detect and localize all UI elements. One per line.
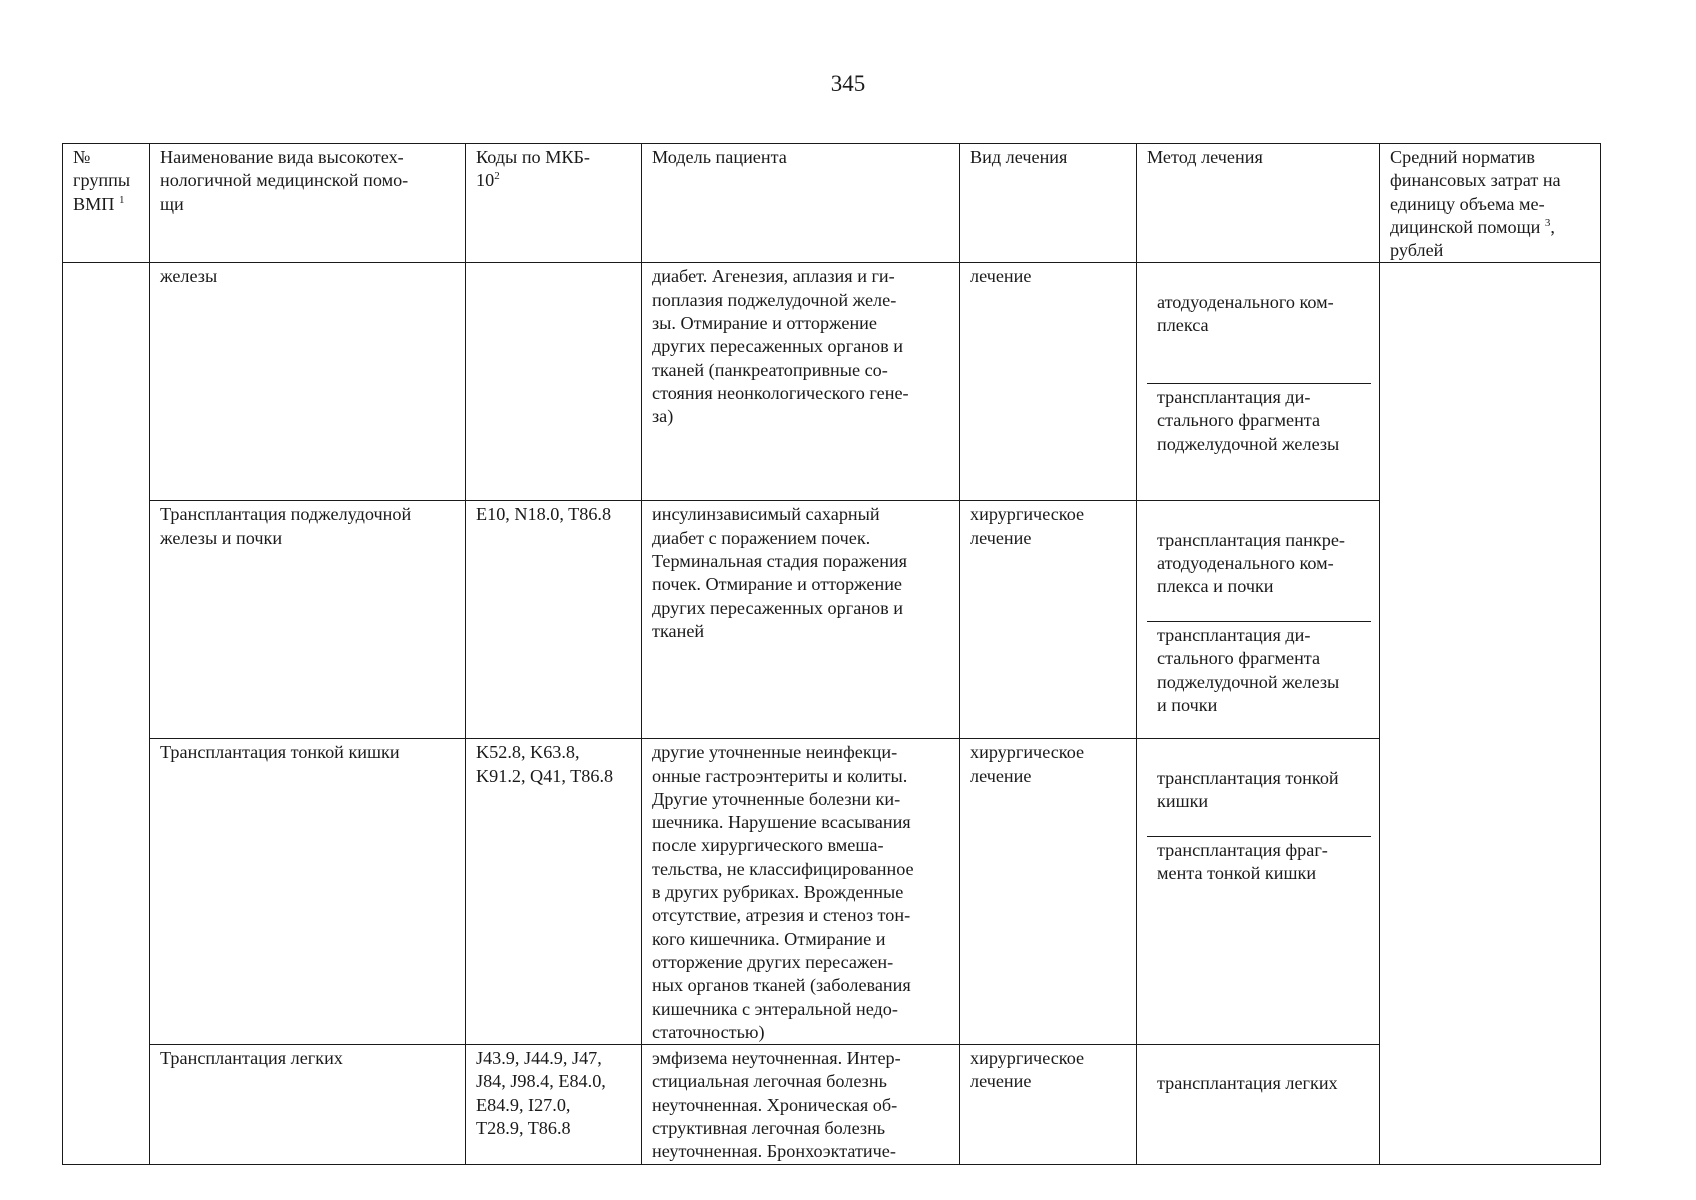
- treatment-method-item: трансплантация тонкой кишки: [1157, 767, 1339, 811]
- treatment-method-item: атодуоденального ком- плекса: [1157, 291, 1334, 336]
- patient-model-cell: другие уточненные неинфекци- онные гастроэнтериты и колиты. Другие уточненные болезни ки- шечника. Нарушение всасывания после хирургического вмеша- тельства, не классифицированное в других рубриках. Врожденные отсутствие, атрезия и стеноз тон- кого кишечника. Отмирание и отторжение других пересажен- ных органов тканей (заболевания кишечника с энтеральной недо- статочностью): [642, 739, 960, 1045]
- table-row: [63, 501, 1601, 739]
- footnote-marker: 3: [1544, 216, 1551, 229]
- icd-codes-cell: J43.9, J44.9, J47, J84, J98.4, E84.0, E84.9, I27.0, T28.9, T86.8: [466, 1045, 642, 1164]
- table-row: [63, 1045, 1601, 1164]
- header-average-cost-text: Средний норматив финансовых затрат на единицу объема ме- дицинской помощи: [1390, 147, 1561, 237]
- treatment-method-cell: [1137, 1045, 1380, 1164]
- patient-model-cell: эмфизема неуточненная. Интер- стициальная легочная болезнь неуточненная. Хроническая об- структивная легочная болезнь неуточненная. Бронхоэктатиче-: [642, 1045, 960, 1164]
- care-type-name-cell: Трансплантация легких: [150, 1045, 466, 1164]
- header-group-number-text: № группы ВМП: [73, 147, 131, 214]
- patient-model-cell: диабет. Агенезия, аплазия и ги- поплазия поджелудочной желе- зы. Отмирание и отторжение других пересаженных органов и тканей (панкреатопривные со- стояния неонкологического гене- за): [642, 263, 960, 501]
- group-number-cell: [63, 263, 150, 1164]
- footnote-marker: 2: [494, 170, 500, 183]
- care-type-name-cell: Трансплантация поджелудочной железы и почки: [150, 501, 466, 739]
- table-row: [63, 739, 1601, 1045]
- icd-codes-cell: K52.8, K63.8, K91.2, Q41, T86.8: [466, 739, 642, 1045]
- treatment-type-cell: хирургическое лечение: [960, 739, 1137, 1045]
- treatment-method-cell: [1137, 263, 1380, 501]
- treatment-method-item: трансплантация ди- стального фрагмента поджелудочной железы: [1147, 383, 1371, 477]
- vmp-table: [62, 143, 1601, 1165]
- care-type-name-cell: Трансплантация тонкой кишки: [150, 739, 466, 1045]
- table-row: [63, 263, 1601, 501]
- treatment-method-item: трансплантация ди- стального фрагмента поджелудочной железы и почки: [1147, 621, 1371, 715]
- treatment-type-cell: лечение: [960, 263, 1137, 501]
- header-icd-codes: [466, 144, 642, 263]
- page-number: 345: [830, 71, 866, 96]
- treatment-method-cell: [1137, 739, 1380, 1045]
- table-header-row: [63, 144, 1601, 263]
- header-care-type-name: Наименование вида высокотех- нологичной медицинской помо- щи: [150, 144, 466, 263]
- header-icd-codes-text: Коды по МКБ- 10: [476, 147, 590, 191]
- header-patient-model: Модель пациента: [642, 144, 960, 263]
- header-group-number: [63, 144, 150, 263]
- icd-codes-cell: E10, N18.0, T86.8: [466, 501, 642, 739]
- average-cost-cell: [1380, 263, 1601, 1164]
- icd-codes-cell: [466, 263, 642, 501]
- header-treatment-type: Вид лечения: [960, 144, 1137, 263]
- header-treatment-method: Метод лечения: [1137, 144, 1380, 263]
- header-average-cost: [1380, 144, 1601, 263]
- footnote-marker: 1: [118, 193, 125, 206]
- treatment-method-item: трансплантация легких: [1157, 1073, 1338, 1094]
- treatment-type-cell: хирургическое лечение: [960, 501, 1137, 739]
- treatment-method-item: трансплантация фраг- мента тонкой кишки: [1147, 836, 1371, 886]
- patient-model-cell: инсулинзависимый сахарный диабет с поражением почек. Терминальная стадия поражения почек. Отмирание и отторжение других пересаженных органов и тканей: [642, 501, 960, 739]
- treatment-method-item: трансплантация панкре- атодуоденального ком- плекса и почки: [1157, 529, 1345, 597]
- treatment-type-cell: хирургическое лечение: [960, 1045, 1137, 1164]
- header-average-cost-tail: , рублей: [1390, 216, 1555, 261]
- care-type-name-cell: железы: [150, 263, 466, 501]
- treatment-method-cell: [1137, 501, 1380, 739]
